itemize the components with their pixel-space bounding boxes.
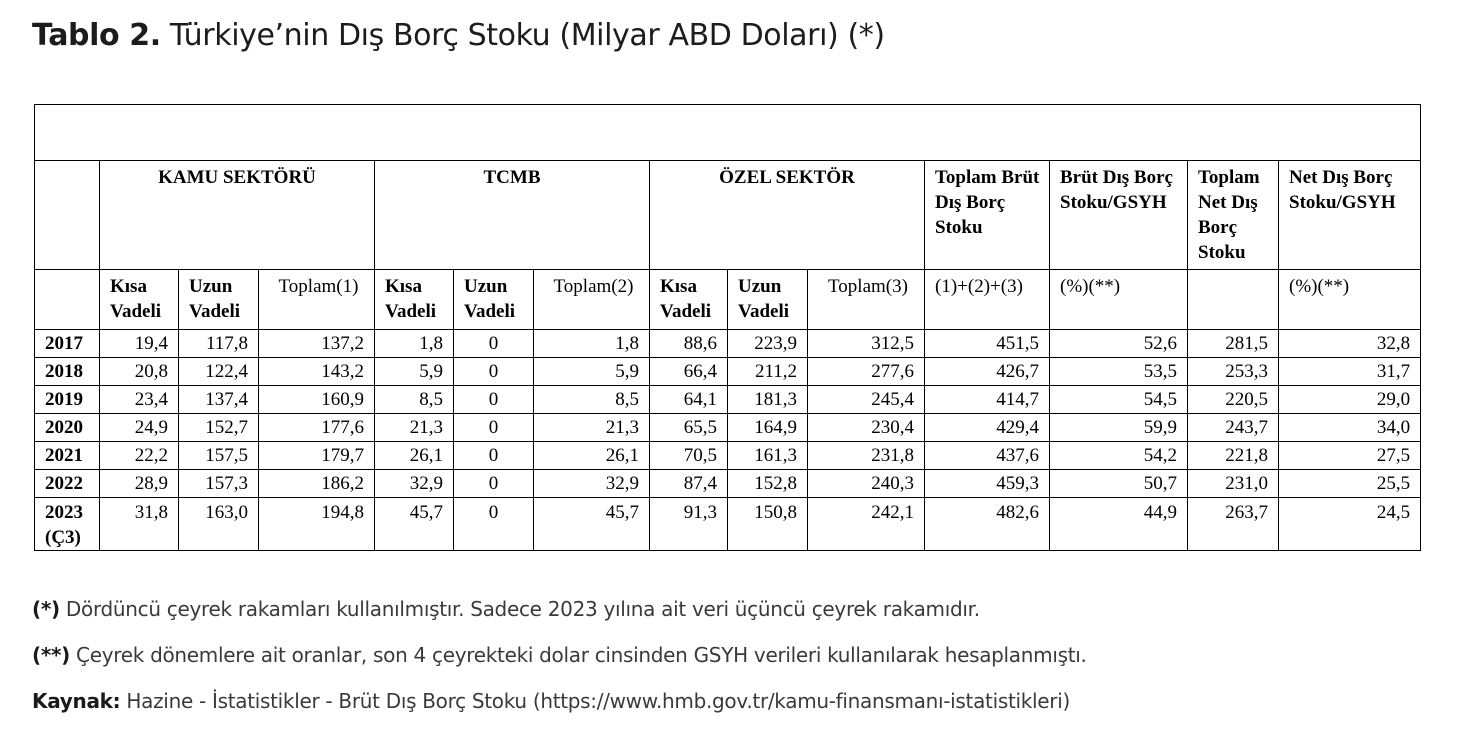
year-subheader-cell — [35, 270, 100, 330]
tcmb-header: TCMB — [375, 161, 650, 270]
value-cell: 242,1 — [808, 498, 925, 551]
net-gsyh-header: Net Dış Borç Stoku/GSYH — [1279, 161, 1421, 270]
value-cell: 0 — [454, 498, 534, 551]
year-cell: 2017 — [35, 330, 100, 358]
value-cell: 220,5 — [1188, 386, 1279, 414]
value-cell: 414,7 — [925, 386, 1050, 414]
table-top-blank-row — [35, 105, 1421, 161]
value-cell: 8,5 — [375, 386, 454, 414]
value-cell: 152,7 — [179, 414, 259, 442]
toplam-net-header: Toplam Net Dış Borç Stoku — [1188, 161, 1279, 270]
group-header-row — [35, 161, 1421, 270]
value-cell: 28,9 — [100, 470, 179, 498]
year-cell: 2021 — [35, 442, 100, 470]
net-unit-header — [1188, 270, 1279, 330]
value-cell: 24,9 — [100, 414, 179, 442]
table-data-body — [35, 330, 1421, 551]
value-cell: 437,6 — [925, 442, 1050, 470]
value-cell: 243,7 — [1188, 414, 1279, 442]
value-cell: 459,3 — [925, 470, 1050, 498]
table-caption: Türkiye’nin Dış Borç Stoku (Milyar ABD Doları) (*) — [169, 18, 885, 53]
value-cell: 223,9 — [728, 330, 808, 358]
value-cell: 70,5 — [650, 442, 728, 470]
value-cell: 181,3 — [728, 386, 808, 414]
year-cell: 2018 — [35, 358, 100, 386]
ozel-kisa-header: Kısa Vadeli — [650, 270, 728, 330]
value-cell: 186,2 — [259, 470, 375, 498]
value-cell: 230,4 — [808, 414, 925, 442]
kamu-toplam-header: Toplam(1) — [259, 270, 375, 330]
footnote-2-text: Çeyrek dönemlere ait oranlar, son 4 çeyrekteki dolar cinsinden GSYH verileri kullanılarak hesaplanmıştı. — [70, 643, 1087, 667]
value-cell: 426,7 — [925, 358, 1050, 386]
value-cell: 163,0 — [179, 498, 259, 551]
source-note — [32, 688, 1442, 715]
ozel-uzun-header: Uzun Vadeli — [728, 270, 808, 330]
year-cell: 2022 — [35, 470, 100, 498]
table-row — [35, 386, 1421, 414]
value-cell: 312,5 — [808, 330, 925, 358]
value-cell: 253,3 — [1188, 358, 1279, 386]
value-cell: 1,8 — [375, 330, 454, 358]
value-cell: 150,8 — [728, 498, 808, 551]
value-cell: 53,5 — [1050, 358, 1188, 386]
value-cell: 164,9 — [728, 414, 808, 442]
value-cell: 263,7 — [1188, 498, 1279, 551]
value-cell: 482,6 — [925, 498, 1050, 551]
value-cell: 29,0 — [1279, 386, 1421, 414]
table-row — [35, 442, 1421, 470]
value-cell: 137,4 — [179, 386, 259, 414]
value-cell: 157,5 — [179, 442, 259, 470]
footnote-1-mark: (*) — [32, 597, 60, 621]
debt-stock-table — [34, 104, 1421, 551]
value-cell: 122,4 — [179, 358, 259, 386]
value-cell: 281,5 — [1188, 330, 1279, 358]
tcmb-toplam-header: Toplam(2) — [534, 270, 650, 330]
table-number: Tablo 2. — [32, 18, 161, 53]
value-cell: 177,6 — [259, 414, 375, 442]
value-cell: 21,3 — [534, 414, 650, 442]
value-cell: 87,4 — [650, 470, 728, 498]
value-cell: 161,3 — [728, 442, 808, 470]
value-cell: 194,8 — [259, 498, 375, 551]
value-cell: 143,2 — [259, 358, 375, 386]
value-cell: 45,7 — [375, 498, 454, 551]
ozel-toplam-header: Toplam(3) — [808, 270, 925, 330]
value-cell: 19,4 — [100, 330, 179, 358]
year-cell: 2019 — [35, 386, 100, 414]
value-cell: 21,3 — [375, 414, 454, 442]
tcmb-kisa-header: Kısa Vadeli — [375, 270, 454, 330]
value-cell: 91,3 — [650, 498, 728, 551]
value-cell: 32,8 — [1279, 330, 1421, 358]
value-cell: 231,0 — [1188, 470, 1279, 498]
value-cell: 5,9 — [534, 358, 650, 386]
value-cell: 31,8 — [100, 498, 179, 551]
table-row — [35, 414, 1421, 442]
value-cell: 25,5 — [1279, 470, 1421, 498]
value-cell: 66,4 — [650, 358, 728, 386]
value-cell: 59,9 — [1050, 414, 1188, 442]
value-cell: 52,6 — [1050, 330, 1188, 358]
value-cell: 0 — [454, 330, 534, 358]
value-cell: 22,2 — [100, 442, 179, 470]
value-cell: 32,9 — [375, 470, 454, 498]
value-cell: 231,8 — [808, 442, 925, 470]
year-cell: 2023 (Ç3) — [35, 498, 100, 551]
value-cell: 137,2 — [259, 330, 375, 358]
value-cell: 8,5 — [534, 386, 650, 414]
value-cell: 5,9 — [375, 358, 454, 386]
value-cell: 88,6 — [650, 330, 728, 358]
value-cell: 23,4 — [100, 386, 179, 414]
net-pct-header: (%)(**) — [1279, 270, 1421, 330]
table-row — [35, 498, 1421, 551]
value-cell: 64,1 — [650, 386, 728, 414]
value-cell: 32,9 — [534, 470, 650, 498]
value-cell: 44,9 — [1050, 498, 1188, 551]
footnote-2 — [32, 642, 1442, 669]
value-cell: 50,7 — [1050, 470, 1188, 498]
ozel-sektor-header: ÖZEL SEKTÖR — [650, 161, 925, 270]
value-cell: 0 — [454, 470, 534, 498]
footnote-1-text: Dördüncü çeyrek rakamları kullanılmıştır. Sadece 2023 yılına ait veri üçüncü çeyrek rakamıdır. — [59, 597, 980, 621]
value-cell: 157,3 — [179, 470, 259, 498]
source-text: Hazine - İstatistikler - Brüt Dış Borç Stoku (https://www.hmb.gov.tr/kamu-finansmanı-istatistikleri) — [120, 689, 1070, 713]
value-cell: 245,4 — [808, 386, 925, 414]
brut-gsyh-header: Brüt Dış Borç Stoku/GSYH — [1050, 161, 1188, 270]
value-cell: 451,5 — [925, 330, 1050, 358]
value-cell: 34,0 — [1279, 414, 1421, 442]
tcmb-uzun-header: Uzun Vadeli — [454, 270, 534, 330]
value-cell: 179,7 — [259, 442, 375, 470]
footnotes — [32, 596, 1442, 734]
value-cell: 65,5 — [650, 414, 728, 442]
value-cell: 0 — [454, 414, 534, 442]
value-cell: 240,3 — [808, 470, 925, 498]
value-cell: 27,5 — [1279, 442, 1421, 470]
table-row — [35, 358, 1421, 386]
value-cell: 160,9 — [259, 386, 375, 414]
value-cell: 221,8 — [1188, 442, 1279, 470]
value-cell: 429,4 — [925, 414, 1050, 442]
toplam-brut-header: Toplam Brüt Dış Borç Stoku — [925, 161, 1050, 270]
table-row — [35, 470, 1421, 498]
value-cell: 211,2 — [728, 358, 808, 386]
footnote-1 — [32, 596, 1442, 623]
footnote-2-mark: (**) — [32, 643, 70, 667]
table-row — [35, 330, 1421, 358]
value-cell: 117,8 — [179, 330, 259, 358]
value-cell: 54,2 — [1050, 442, 1188, 470]
table-title — [32, 18, 885, 53]
value-cell: 24,5 — [1279, 498, 1421, 551]
kamu-kisa-header: Kısa Vadeli — [100, 270, 179, 330]
value-cell: 54,5 — [1050, 386, 1188, 414]
value-cell: 45,7 — [534, 498, 650, 551]
value-cell: 31,7 — [1279, 358, 1421, 386]
formula-header: (1)+(2)+(3) — [925, 270, 1050, 330]
value-cell: 0 — [454, 442, 534, 470]
value-cell: 152,8 — [728, 470, 808, 498]
value-cell: 0 — [454, 358, 534, 386]
value-cell: 0 — [454, 386, 534, 414]
brut-pct-header: (%)(**) — [1050, 270, 1188, 330]
value-cell: 1,8 — [534, 330, 650, 358]
sub-header-row — [35, 270, 1421, 330]
source-label: Kaynak: — [32, 689, 121, 713]
year-header-cell — [35, 161, 100, 270]
kamu-sektoru-header: KAMU SEKTÖRÜ — [100, 161, 375, 270]
year-cell: 2020 — [35, 414, 100, 442]
value-cell: 20,8 — [100, 358, 179, 386]
kamu-uzun-header: Uzun Vadeli — [179, 270, 259, 330]
value-cell: 26,1 — [375, 442, 454, 470]
value-cell: 277,6 — [808, 358, 925, 386]
value-cell: 26,1 — [534, 442, 650, 470]
